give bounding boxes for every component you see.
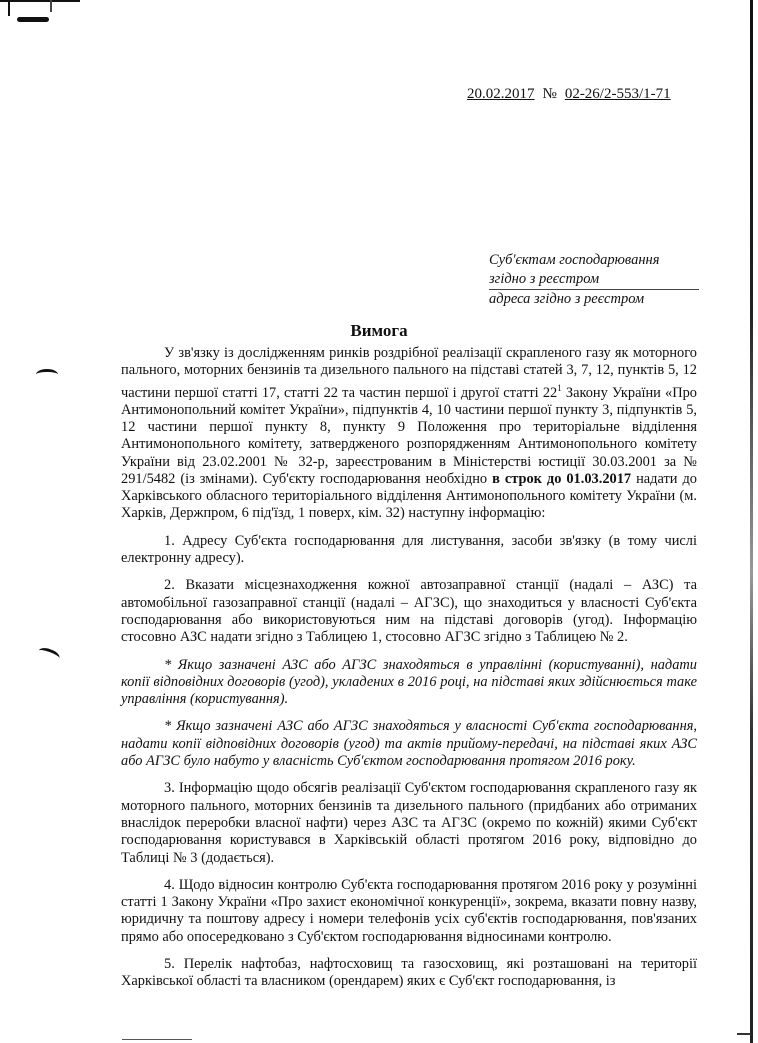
punch-hole-mark — [37, 646, 61, 664]
addressee-line: Суб'єктам господарювання — [489, 252, 660, 268]
intro-text: У зв'язку із дослідженням ринків роздрібної реалізації скрапленого газу як моторного пального, моторних бензинів та дизельного пального на підставі статей 3, 7, 12, пунктів 5, 12 частини першої статті 17, статті 22 та частин першої і другої статті 22 — [121, 345, 697, 401]
scan-artifact-top — [0, 0, 80, 2]
superscript: 1 — [557, 382, 562, 393]
note-paragraph: * Якщо зазначені АЗС або АГЗС знаходяться у власності Суб'єкта господарювання, надати копії відповідних договорів (угод) та актів прийому-передачі, на підставі яких АЗС або АГЗС було набуто у власність Суб'єктом господарювання протягом 2016 року. — [121, 718, 697, 770]
intro-paragraph — [121, 345, 697, 523]
item-paragraph: 4. Щодо відносин контролю Суб'єкта господарювання протягом 2016 року у розумінні статті 1 Закону України «Про захист економічної конкуренції», зокрема, вказати повну назву, юридичну та поштову адресу і номери телефонів усіх суб'єктів господарювання, пов'язаних прямо або опосередковано з Суб'єктом господарювання відносинами контролю. — [121, 876, 697, 945]
item-paragraph: 2. Вказати місцезнаходження кожної автозаправної станції (надалі – АЗС) та автомобільної газозаправної станції (надалі – АГЗС), що знаходиться у власності Суб'єкта господарювання або використовуються ним на підставі договорів (угод). Інформацію стосовно АЗС надати згідно з Таблицею 1, стосовно АГЗС згідно з Таблицею № 2. — [121, 577, 697, 646]
item-paragraph: 1. Адресу Суб'єкта господарювання для листування, засоби зв'язку (в тому числі електронну адресу). — [121, 532, 697, 567]
note-paragraph: * Якщо зазначені АЗС або АГЗС знаходяться в управлінні (користуванні), надати копії відповідних договорів (угод), укладених в 2016 році, на підставі яких здійснюється таке управління (користування). — [121, 656, 697, 708]
addressee-block — [489, 251, 699, 309]
scan-artifact-tick — [50, 0, 52, 12]
number-sign: № — [542, 86, 557, 102]
scan-artifact-tick — [8, 0, 10, 16]
document-body — [121, 345, 697, 1001]
addressee-line: згідно з реєстром — [489, 270, 699, 290]
intro-text: надати до Харківського обласного територіального відділення Антимонопольного комітету України (м. Харків, Держпром, 6 під'їзд, 1 поверх, кім. 32) наступну інформацію: — [121, 470, 697, 522]
document-number: 02-26/2-553/1-71 — [564, 86, 671, 102]
addressee-address: адреса згідно з реєстром — [489, 291, 645, 307]
scan-artifact-bottom — [122, 1039, 192, 1040]
document-title: Вимога — [350, 321, 408, 340]
document-date: 20.02.2017 — [467, 86, 535, 102]
deadline: в строк до 01.03.2017 — [492, 470, 632, 487]
scan-artifact-dash — [17, 17, 49, 22]
scan-artifact-bottom — [737, 1033, 751, 1035]
document-reference — [467, 86, 671, 103]
item-paragraph: 5. Перелік нафтобаз, нафтосховищ та газосховищ, які розташовані на території Харківської області та власником (орендарем) яких є Суб'єкт господарювання, із — [121, 956, 697, 990]
intro-text: Закону України «Про Антимонопольний комітет України», підпунктів 4, 10 частини першої пункту 3, підпунктів 5, 12 частини першої пункту 8, пункту 9 Положення про територіальне відділення Антимонопольного комітету, затвердженого розпорядженням Антимонопольного комітету України від 23.02.2001 № 32-р, зареєстрованим в Міністерстві юстиції 30.03.2001 за № 291/5482 (із змінами). Суб'єкту господарювання необхідно — [121, 384, 697, 487]
punch-hole-mark — [36, 369, 58, 380]
item-paragraph: 3. Інформацію щодо обсягів реалізації Суб'єктом господарювання скрапленого газу як моторного пального, моторних бензинів та дизельного пального (придбаних або отриманих внаслідок переробки власної нафти) через АЗС та АГЗС (окремо по кожній) якими Суб'єкт господарювання користувався в Харківській області протягом 2016 року, відповідно до Таблиці № 3 (додається). — [121, 780, 697, 866]
scan-page-edge — [750, 0, 753, 1043]
